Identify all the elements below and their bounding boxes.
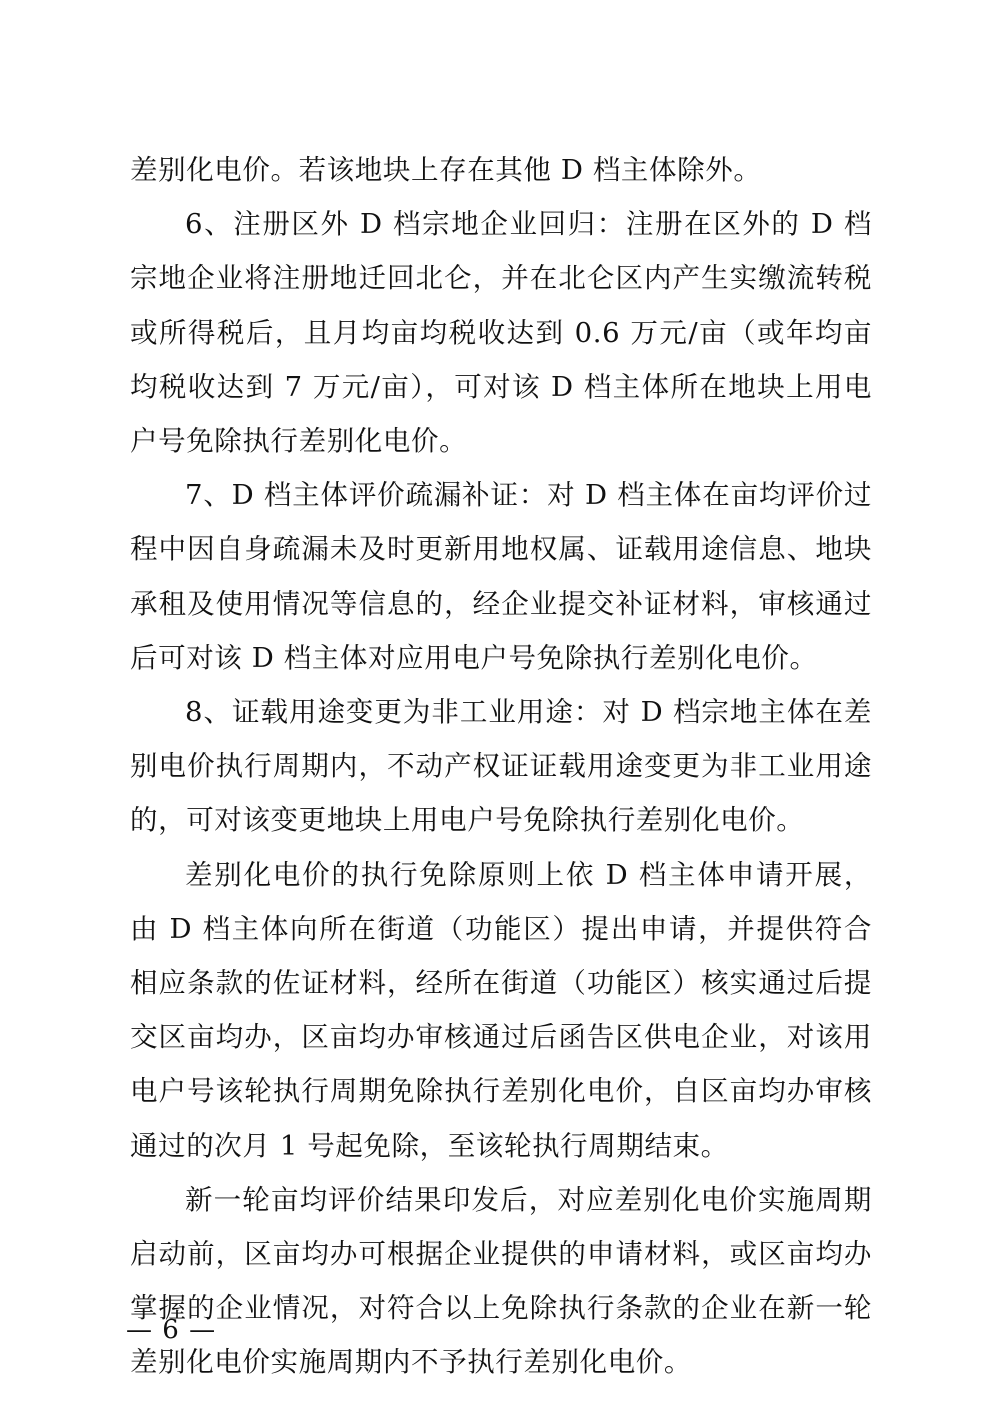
document-body — [130, 143, 872, 1390]
paragraph-clause-8: 8、证载用途变更为非工业用途：对 D 档宗地主体在差别电价执行周期内，不动产权证证载用途变更为非工业用途的，可对该变更地块上用电户号免除执行差别化电价。 — [130, 696, 872, 837]
page-number: — 6 — — [126, 1315, 217, 1345]
paragraph-application-procedure: 差别化电价的执行免除原则上依 D 档主体申请开展，由 D 档主体向所在街道（功能区）提出申请，并提供符合相应条款的佐证材料，经所在街道（功能区）核实通过后提交区亩均办，区亩均办审核通过后函告区供电企业，对该用电户号该轮执行周期免除执行差别化电价，自区亩均办审核通过的次月 1 号起免除，至该轮执行周期结束。 — [130, 858, 872, 1162]
paragraph-clause-7: 7、D 档主体评价疏漏补证：对 D 档主体在亩均评价过程中因自身疏漏未及时更新用地权属、证载用途信息、地块承租及使用情况等信息的，经企业提交补证材料，审核通过后可对该 D 档主体对应用电户号免除执行差别化电价。 — [130, 479, 872, 674]
paragraph-new-round: 新一轮亩均评价结果印发后，对应差别化电价实施周期启动前，区亩均办可根据企业提供的申请材料，或区亩均办掌握的企业情况，对符合以上免除执行条款的企业在新一轮差别化电价实施周期内不予执行差别化电价。 — [130, 1183, 872, 1379]
paragraph-continuation: 差别化电价。若该地块上存在其他 D 档主体除外。 — [130, 154, 762, 186]
paragraph-clause-6: 6、注册区外 D 档宗地企业回归：注册在区外的 D 档宗地企业将注册地迁回北仑，并在北仑区内产生实缴流转税或所得税后，且月均亩均税收达到 0.6 万元/亩（或年均亩均税收达到 7 万元/亩），可对该 D 档主体所在地块上用电户号免除执行差别化电价。 — [130, 208, 872, 458]
